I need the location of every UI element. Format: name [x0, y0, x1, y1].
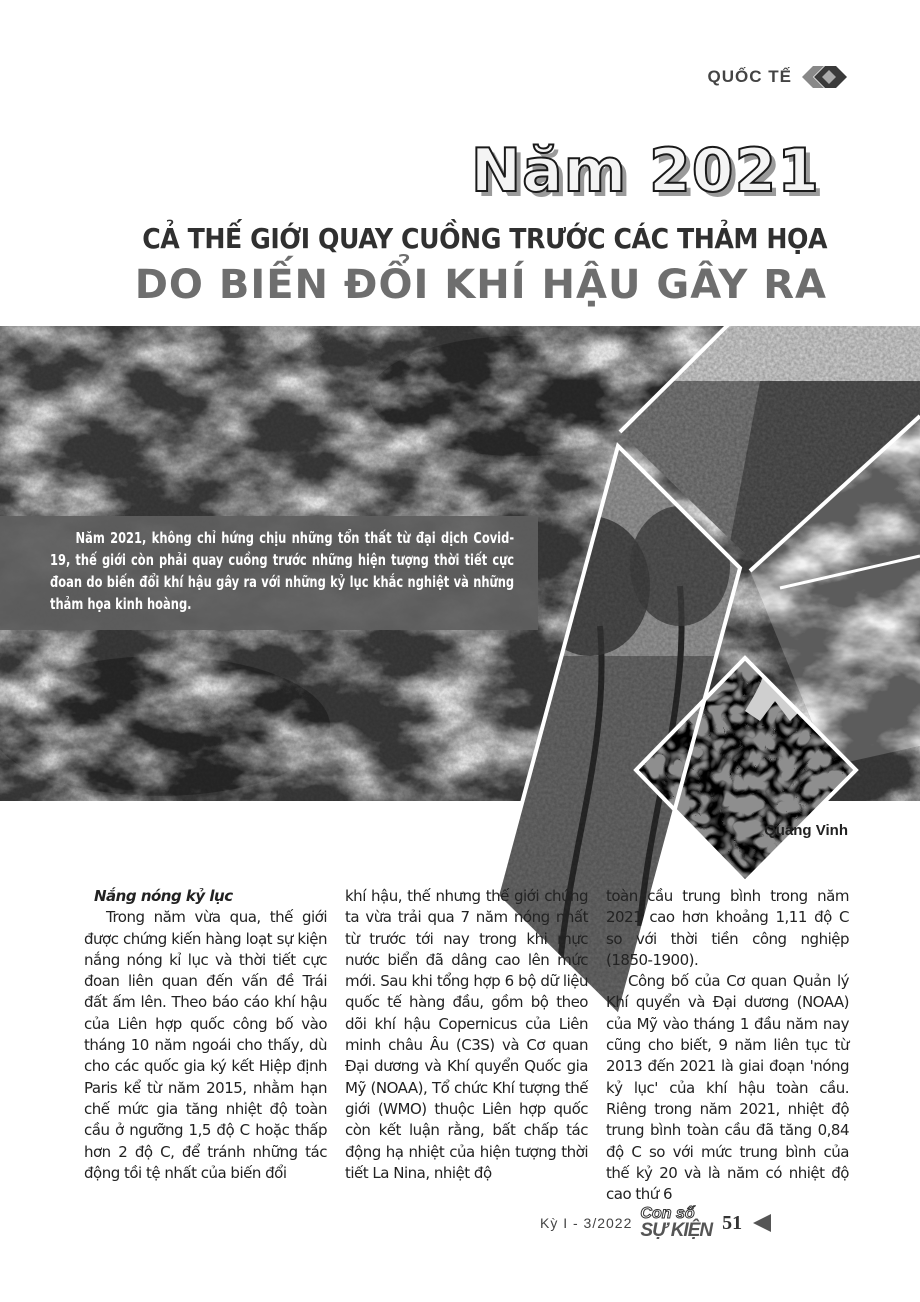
article-body [84, 886, 850, 1204]
magazine-logo-bottom: SỰ KIỆN [640, 1219, 713, 1241]
lede-box [0, 516, 538, 630]
double-chevron-right-icon [800, 66, 850, 88]
section-label [708, 66, 850, 88]
article-title: Năm 2021 [470, 136, 820, 206]
lede-text: Năm 2021, không chỉ hứng chịu những tổn thất từ đại dịch Covid-19, thế giới còn phải quay cuồng trước những hiện tượng thời tiết cực đoan do biến đổi khí hậu gây ra với những kỷ lục khắc nghiệt và những thảm họa kinh hoàng. [50, 529, 515, 613]
section-heading: Nắng nóng kỷ lục [94, 887, 233, 905]
article-subtitle-line2: DO BIẾN ĐỔI KHÍ HẬU GÂY RA [134, 262, 827, 308]
paragraph: Trong năm vừa qua, thế giới được chứng kiến hàng loạt sự kiện nắng nóng kỉ lục và thời tiết cực đoan liên quan đến vấn đề Trái đất ấm lên. Theo báo cáo khí hậu của Liên hợp quốc công bố vào tháng 10 năm ngoái cho thấy, dù cho các quốc gia ký kết Hiệp định Paris kể từ năm 2015, nhằm hạn chế mức gia tăng nhiệt độ toàn cầu ở ngưỡng 1,5 độ C hoặc thấp hơn 2 độ C, để tránh những tác động tồi tệ nhất của biến đổi [84, 908, 327, 1182]
page-number: 51 [722, 1211, 743, 1234]
issue-label: Kỳ I - 3/2022 [540, 1215, 633, 1231]
article-column-1 [84, 886, 327, 1186]
triangle-left-icon [752, 1214, 772, 1232]
section-name: QUỐC TẾ [707, 67, 792, 86]
article-subtitle-line1: CẢ THẾ GIỚI QUAY CUỒNG TRƯỚC CÁC THẢM HỌA [142, 222, 827, 255]
article-column-3 [606, 886, 849, 1204]
article-column-2 [345, 886, 588, 1186]
magazine-logo [640, 1205, 713, 1241]
paragraph: Công bố của Cơ quan Quản lý Khí quyển và Đại dương (NOAA) của Mỹ vào tháng 1 đầu năm nay cũng cho biết, 9 năm liên tục từ 2013 đến 2021 là giai đoạn 'nóng kỷ lục' của khí hậu toàn cầu. Riêng trong năm 2021, nhiệt độ trung bình toàn cầu đã tăng 0,84 độ C so với mức trung bình của thế kỷ 20 và là năm có nhiệt độ cao thứ 6 [606, 972, 849, 1204]
magazine-logo-top: Con số [640, 1205, 695, 1223]
paragraph: toàn cầu trung bình trong năm 2021 cao hơn khoảng 1,11 độ C so với thời tiền công nghiệp (1850-1900). [606, 887, 849, 969]
page-footer [540, 1205, 860, 1241]
paragraph: khí hậu, thế nhưng thế giới chúng ta vừa trải qua 7 năm nóng nhất từ trước tới nay trong khi mực nước biển đã dâng cao lên mức mới. Sau khi tổng hợp 6 bộ dữ liệu quốc tế hàng đầu, gồm bộ theo dõi khí hậu Copernicus của Liên minh châu Âu (C3S) và Cơ quan Đại dương và Khí quyển Quốc gia Mỹ (NOAA), Tổ chức Khí tượng thế giới (WMO) thuộc Liên hợp quốc còn kết luận rằng, bất chấp tác động hạ nhiệt của hiện tượng thời tiết La Nina, nhiệt độ [345, 887, 588, 1182]
author-byline: Quang Vinh [764, 822, 848, 839]
